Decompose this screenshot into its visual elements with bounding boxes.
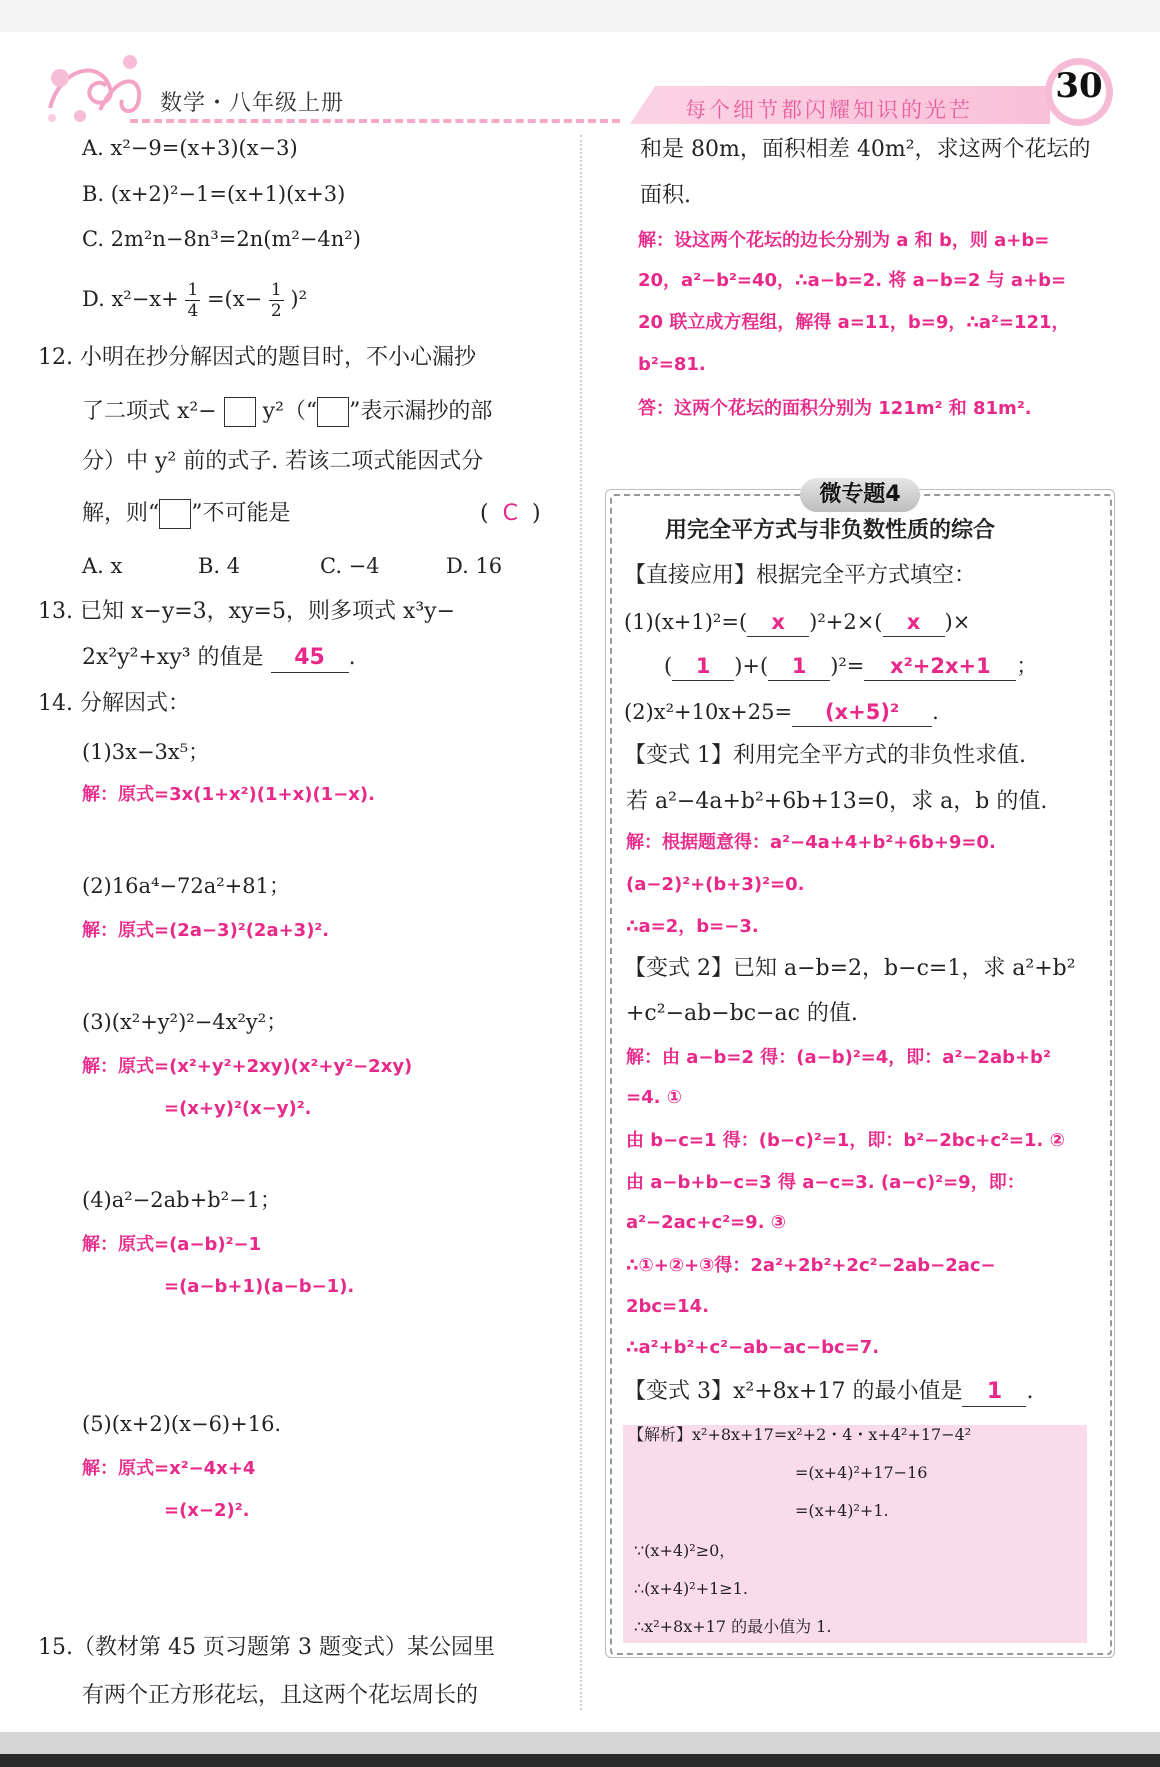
- q12-line2: [82, 396, 492, 428]
- q15-line4: 面积.: [640, 183, 691, 208]
- variant2-solution-4: 由 a−b+b−c=3 得 a−c=3. (a−c)²=9，即：: [626, 1172, 1025, 1193]
- blank-box: [224, 397, 256, 427]
- topic-title: 用完全平方式与非负数性质的综合: [665, 518, 996, 543]
- topic-badge: 微专题4: [800, 478, 920, 512]
- q15-answer: 答：这两个花坛的面积分别为 121m² 和 81m².: [638, 398, 1032, 419]
- q14-part5-solution-1: 解：原式=x²−4x+4: [82, 1458, 256, 1479]
- page-number: 30: [1055, 66, 1103, 106]
- q14-part2: (2)16a⁴−72a²+81；: [82, 874, 290, 898]
- q15-solution-4: b²=81.: [638, 354, 706, 375]
- blank-box: [317, 397, 349, 427]
- variant3-end: .: [1026, 1379, 1034, 1404]
- variant3-label: 【变式 3】x²+8x+17 的最小值是: [624, 1379, 963, 1404]
- variant2-solution-5: a²−2ac+c²=9. ③: [626, 1212, 787, 1233]
- direct-q2-text: (2)x²+10x+25=: [624, 700, 793, 724]
- analysis-line-4: ∵(x+4)²≥0，: [634, 1541, 736, 1560]
- variant3-line: [624, 1378, 1033, 1407]
- q12-line3: 分）中 y² 前的式子. 若该二项式能因式分: [82, 449, 484, 474]
- q14-part3: (3)(x²+y²)²−4x²y²；: [82, 1010, 288, 1034]
- direct-application-label: 【直接应用】根据完全平方式填空：: [624, 563, 977, 588]
- analysis-line-2: =(x+4)²+17−16: [795, 1463, 928, 1482]
- q12-line4: [82, 498, 291, 530]
- q13-line2: 2x²y²+xy³ 的值是 45 .: [82, 644, 356, 673]
- q14-part1: (1)3x−3x⁵；: [82, 740, 210, 764]
- analysis-line-1: 【解析】x²+8x+17=x²+2・4・x+4²+17−4²: [628, 1425, 972, 1444]
- q14-title: 14. 分解因式：: [38, 691, 190, 716]
- direct-q2: [624, 698, 939, 727]
- q14-part2-solution: 解：原式=(2a−3)²(2a+3)².: [82, 920, 330, 941]
- q15-solution-2: 20，a²−b²=40，∴a−b=2. 将 a−b=2 与 a+b=: [638, 270, 1067, 291]
- q13-answer: 45: [271, 644, 349, 673]
- direct-q1-text-e: )+(: [734, 654, 769, 678]
- q15-line3: 和是 80m，面积相差 40m²，求这两个花坛的: [640, 137, 1091, 162]
- direct-q1-text-g: ；: [1016, 654, 1038, 678]
- blank-answer-6: (x+5)²: [792, 698, 932, 727]
- q14-part3-solution-1: 解：原式=(x²+y²+2xy)(x²+y²−2xy): [82, 1056, 413, 1077]
- q12-line4-a: 解，则“: [82, 501, 160, 526]
- q12-answer: C: [502, 501, 518, 526]
- q14-part4-solution-2: =(a−b+1)(a−b−1).: [164, 1276, 355, 1297]
- variant1-question: 若 a²−4a+b²+6b+13=0，求 a，b 的值.: [626, 789, 1048, 814]
- direct-q1-text-f: )²=: [830, 654, 865, 678]
- direct-q1-text-c: )×: [944, 610, 971, 634]
- column-divider: [580, 135, 582, 1710]
- option-d-suffix: )²: [290, 287, 308, 311]
- bottom-dark-strip: [0, 1754, 1160, 1767]
- variant3-answer: 1: [962, 1378, 1026, 1407]
- direct-q2-end: .: [932, 700, 939, 724]
- q15-line2: 有两个正方形花坛，且这两个花坛周长的: [82, 1683, 479, 1708]
- fraction-numerator: 1: [270, 280, 282, 300]
- q12-line4-b: ”不可能是: [191, 501, 291, 526]
- variant2-solution-6: ∴①+②+③得：2a²+2b²+2c²−2ab−2ac−: [626, 1255, 996, 1276]
- fraction-1-4: [185, 280, 200, 321]
- q12-line2-b: y²（“: [262, 399, 318, 424]
- variant2-solution-1: 解：由 a−b=2 得：(a−b)²=4，即：a²−2ab+b²: [626, 1047, 1051, 1068]
- blank-answer-2: x: [883, 608, 945, 637]
- direct-q1-line1: [624, 608, 970, 637]
- q14-part1-solution: 解：原式=3x(1+x²)(1+x)(1−x).: [82, 784, 375, 805]
- analysis-line-6: ∴x²+8x+17 的最小值为 1.: [634, 1617, 832, 1636]
- analysis-box: [623, 1425, 1087, 1643]
- q12-option-b: B. 4: [198, 554, 241, 578]
- analysis-line-3: =(x+4)²+1.: [795, 1501, 889, 1520]
- variant2-solution-3: 由 b−c=1 得：(b−c)²=1，即：b²−2bc+c²=1. ②: [626, 1130, 1065, 1151]
- direct-q1-text-d: (: [664, 654, 673, 678]
- blank-answer-4: 1: [768, 652, 830, 681]
- direct-q1-text-a: (1)(x+1)²=(: [624, 610, 748, 634]
- option-d-middle: =(x−: [206, 287, 263, 311]
- variant1-solution-2: (a−2)²+(b+3)²=0.: [626, 874, 805, 895]
- option-c: C. 2m²n−8n³=2n(m²−4n²): [82, 227, 361, 251]
- option-d-prefix: D. x²−x+: [82, 287, 179, 311]
- direct-q1-text-b: )²+2×(: [809, 610, 883, 634]
- q14-part5: (5)(x+2)(x−6)+16.: [82, 1412, 282, 1436]
- slogan-text: 每个细节都闪耀知识的光芒: [685, 98, 973, 122]
- q13-line1: 13. 已知 x−y=3，xy=5，则多项式 x³y−: [38, 599, 456, 624]
- variant1-solution-3: ∴a=2，b=−3.: [626, 916, 759, 937]
- variant1-solution-1: 解：根据题意得：a²−4a+4+b²+6b+9=0.: [626, 832, 996, 853]
- analysis-line-5: ∴(x+4)²+1≥1.: [634, 1579, 748, 1598]
- variant1-label: 【变式 1】利用完全平方式的非负性求值.: [624, 743, 1026, 768]
- q14-part3-solution-2: =(x+y)²(x−y)².: [164, 1098, 312, 1119]
- variant2-solution-2: =4. ①: [626, 1087, 682, 1108]
- variant2-label: 【变式 2】已知 a−b=2，b−c=1，求 a²+b²: [624, 956, 1076, 981]
- fraction-numerator: 1: [187, 280, 199, 300]
- variant2-question-line2: +c²−ab−bc−ac 的值.: [626, 1001, 858, 1026]
- blank-answer-3: 1: [672, 652, 734, 681]
- option-a: A. x²−9=(x+3)(x−3): [82, 136, 298, 160]
- book-title: 数学・八年级上册: [160, 91, 345, 116]
- variant2-solution-8: ∴a²+b²+c²−ab−ac−bc=7.: [626, 1337, 880, 1358]
- q12-answer-bracket: ( C ): [480, 501, 541, 526]
- q15-line1: 15.（教材第 45 页习题第 3 题变式）某公园里: [38, 1635, 495, 1660]
- bottom-band: [0, 1732, 1160, 1767]
- q14-part4: (4)a²−2ab+b²−1；: [82, 1188, 282, 1212]
- direct-q1-line2: [664, 652, 1037, 681]
- q12-option-a: A. x: [82, 554, 123, 578]
- header-divider: [130, 119, 620, 123]
- q15-solution-3: 20 联立成方程组，解得 a=11，b=9，∴a²=121，: [638, 312, 1070, 333]
- q14-part5-solution-2: =(x−2)².: [164, 1500, 250, 1521]
- q13-line2-text: 2x²y²+xy³ 的值是: [82, 645, 264, 670]
- blank-answer-5: x²+2x+1: [864, 652, 1016, 681]
- option-b: B. (x+2)²−1=(x+1)(x+3): [82, 182, 346, 206]
- q12-option-d: D. 16: [446, 554, 503, 578]
- flower-ornament-icon: [40, 48, 150, 128]
- blank-answer-1: x: [747, 608, 809, 637]
- fraction-1-2: [269, 280, 284, 321]
- fraction-denominator: 2: [270, 301, 282, 321]
- q14-part4-solution-1: 解：原式=(a−b)²−1: [82, 1234, 262, 1255]
- q12-line1: 12. 小明在抄分解因式的题目时，不小心漏抄: [38, 345, 476, 370]
- blank-box: [159, 499, 191, 529]
- fraction-denominator: 4: [187, 301, 199, 321]
- q12-line2-a: 了二项式 x²−: [82, 399, 217, 424]
- q15-solution-1: 解：设这两个花坛的边长分别为 a 和 b，则 a+b=: [638, 230, 1050, 251]
- q12-line2-c: ”表示漏抄的部: [349, 399, 493, 424]
- q12-option-c: C. −4: [320, 554, 380, 578]
- option-d: [82, 274, 307, 324]
- variant2-solution-7: 2bc=14.: [626, 1296, 710, 1317]
